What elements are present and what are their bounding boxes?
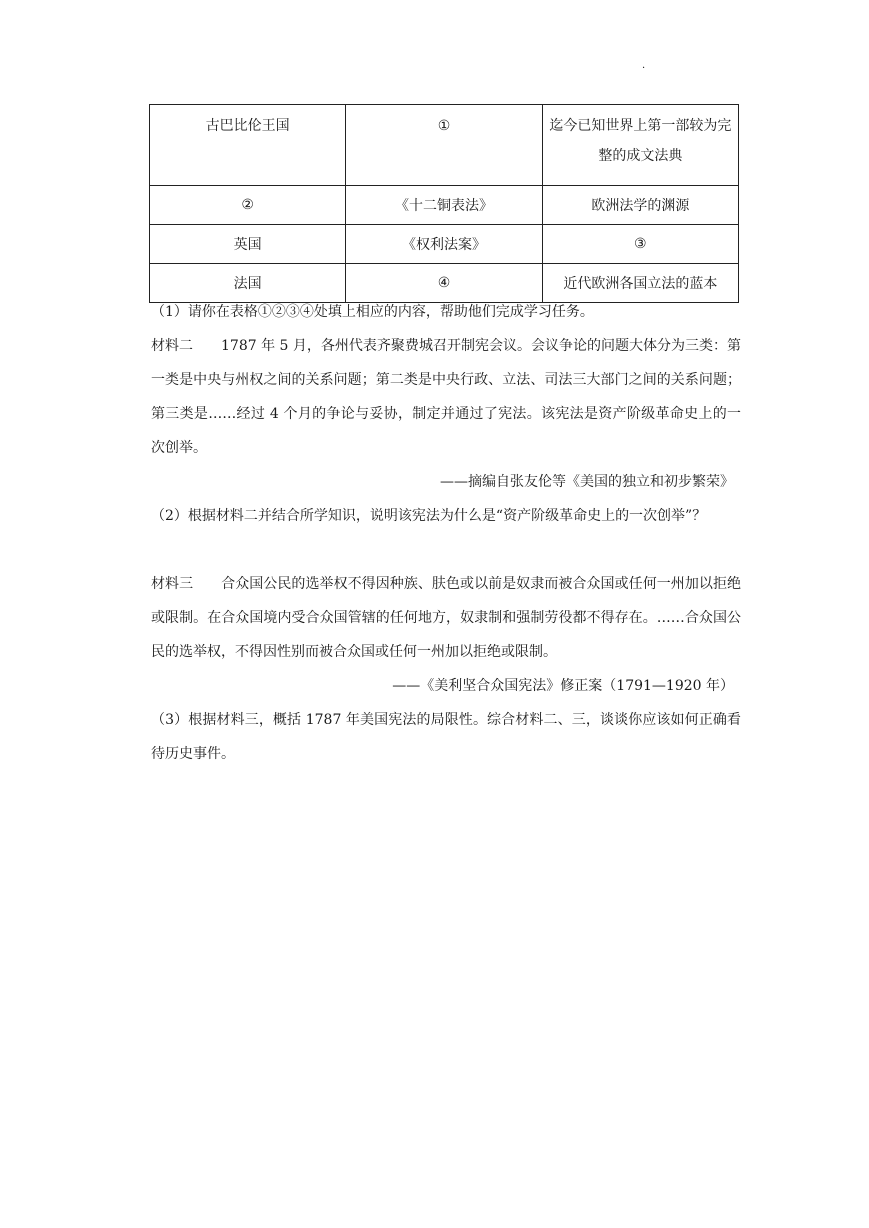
page-marker: · [642,63,646,74]
table-cell: ③ [542,225,738,264]
table-cell: 古巴比伦王国 [150,105,346,186]
material-2 [151,329,741,465]
table-cell: ④ [346,264,542,303]
question-2: （2）根据材料二并结合所学知识，说明该宪法为什么是“资产阶级革命史上的一次创举”？ [151,508,707,524]
table-cell: ① [346,105,542,186]
material-2-source: ——摘编自张友伦等《美国的独立和初步繁荣》 [440,474,734,490]
question-3: （3）根据材料三，概括 1787 年美国宪法的局限性。综合材料二、三，谈谈你应该如何正确看待历史事件。 [151,712,741,762]
table-cell: 《权利法案》 [346,225,542,264]
question-1: （1）请你在表格①②③④处填上相应的内容，帮助他们完成学习任务。 [151,304,594,320]
table-row [150,225,739,264]
material-2-label: 材料二 [151,338,194,354]
table-cell: ② [150,186,346,225]
table-cell: 英国 [150,225,346,264]
material-2-body: 1787 年 5 月，各州代表齐聚费城召开制宪会议。会议争论的问题大体分为三类：第一类是中央与州权之间的关系问题；第二类是中央行政、立法、司法三大部门之间的关系问题；第三类是……经过 4 个月的争论与妥协，制定并通过了宪法。该宪法是资产阶级革命史上的一次创举。 [151,338,742,456]
table-row [150,105,739,186]
table-cell: 迄今已知世界上第一部较为完整的成文法典 [542,105,738,186]
material-3 [151,567,741,669]
table-cell: 《十二铜表法》 [346,186,542,225]
history-table [149,104,739,303]
material-3-body: 合众国公民的选举权不得因种族、肤色或以前是奴隶而被合众国或任何一州加以拒绝或限制。在合众国境内受合众国管辖的任何地方，奴隶制和强制劳役都不得存在。……合众国公民的选举权，不得因性别而被合众国或任何一州加以拒绝或限制。 [151,576,742,660]
material-3-source: ——《美利坚合众国宪法》修正案（1791—1920 年） [392,678,734,694]
table-cell: 欧洲法学的渊源 [542,186,738,225]
material-3-label: 材料三 [151,576,194,592]
table-row [150,186,739,225]
table-cell: 法国 [150,264,346,303]
table-cell: 近代欧洲各国立法的蓝本 [542,264,738,303]
